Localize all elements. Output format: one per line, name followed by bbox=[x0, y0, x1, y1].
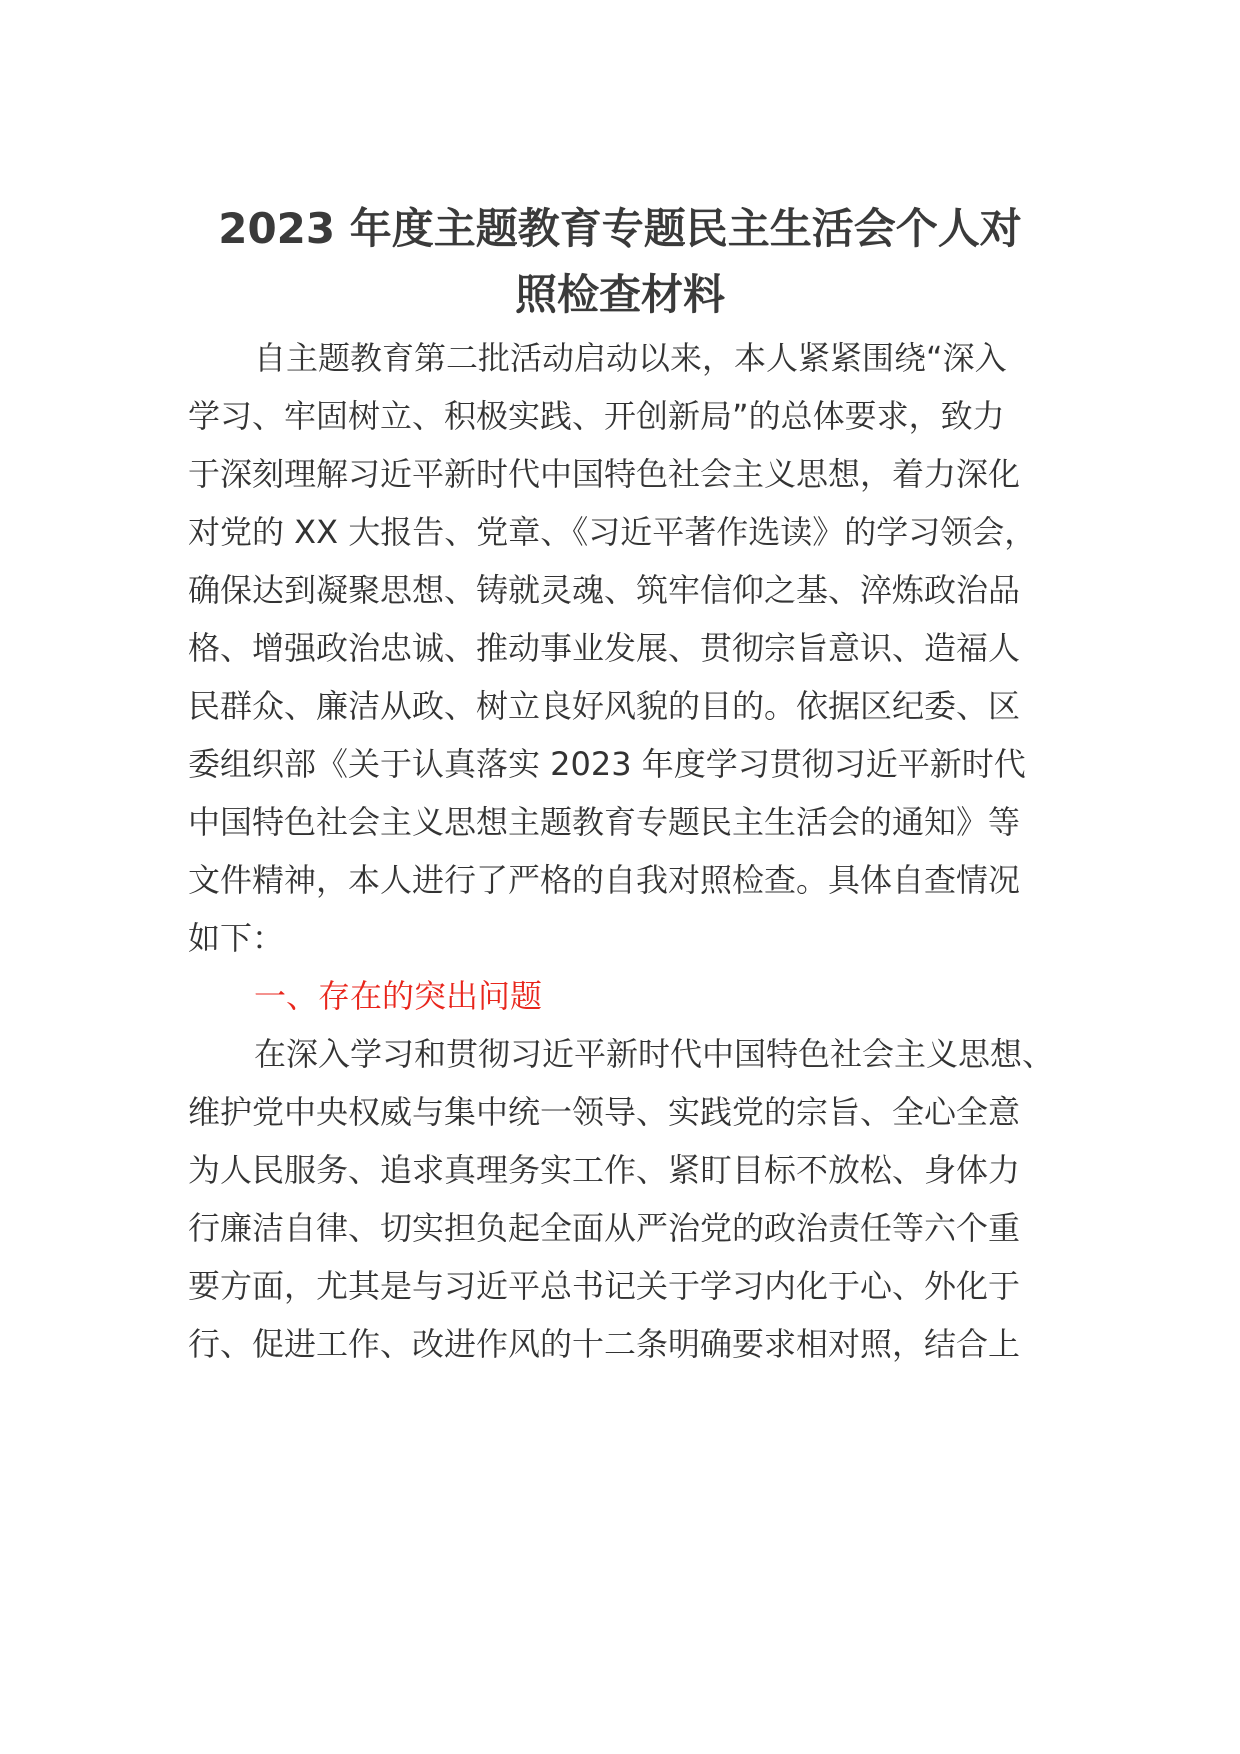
paragraph-1-line: 学习、牢固树立、积极实践、开创新局”的总体要求，致力 bbox=[188, 397, 1005, 435]
paragraph-1-line: 自主题教育第二批活动启动以来，本人紧紧围绕“深入 bbox=[254, 339, 1007, 377]
paragraph-1-line: 中国特色社会主义思想主题教育专题民主生活会的通知》等 bbox=[188, 803, 1021, 841]
paragraph-1-line: 格、增强政治忠诚、推动事业发展、贯彻宗旨意识、造福人 bbox=[188, 629, 1021, 667]
paragraph-1-line: 民群众、廉洁从政、树立良好风貌的目的。依据区纪委、区 bbox=[188, 687, 1021, 725]
paragraph-1-line: 委组织部《关于认真落实 2023 年度学习贯彻习近平新时代 bbox=[188, 745, 1026, 783]
paragraph-2-line: 维护党中央权威与集中统一领导、实践党的宗旨、全心全意 bbox=[188, 1093, 1021, 1131]
document-title-line-2: 照检查材料 bbox=[514, 270, 725, 319]
paragraph-1-line: 于深刻理解习近平新时代中国特色社会主义思想，着力深化 bbox=[188, 455, 1021, 493]
paragraph-2-line: 行、促进工作、改进作风的十二条明确要求相对照，结合上 bbox=[188, 1325, 1021, 1363]
paragraph-2-line: 行廉洁自律、切实担负起全面从严治党的政治责任等六个重 bbox=[188, 1209, 1021, 1247]
paragraph-1-line: 对党的 XX 大报告、党章、《习近平著作选读》的学习领会， bbox=[188, 513, 1037, 551]
paragraph-2-line: 要方面，尤其是与习近平总书记关于学习内化于心、外化于 bbox=[188, 1267, 1021, 1305]
paragraph-1-line: 确保达到凝聚思想、铸就灵魂、筑牢信仰之基、淬炼政治品 bbox=[188, 571, 1021, 609]
paragraph-2-line: 为人民服务、追求真理务实工作、紧盯目标不放松、身体力 bbox=[188, 1151, 1021, 1189]
document-title-line-1: 2023 年度主题教育专题民主生活会个人对 bbox=[218, 204, 1022, 253]
paragraph-1-line: 如下： bbox=[188, 919, 285, 957]
paragraph-2-line: 在深入学习和贯彻习近平新时代中国特色社会主义思想、 bbox=[254, 1035, 1055, 1073]
paragraph-1-line: 文件精神，本人进行了严格的自我对照检查。具体自查情况 bbox=[188, 861, 1021, 899]
section-heading: 一、存在的突出问题 bbox=[254, 977, 543, 1015]
